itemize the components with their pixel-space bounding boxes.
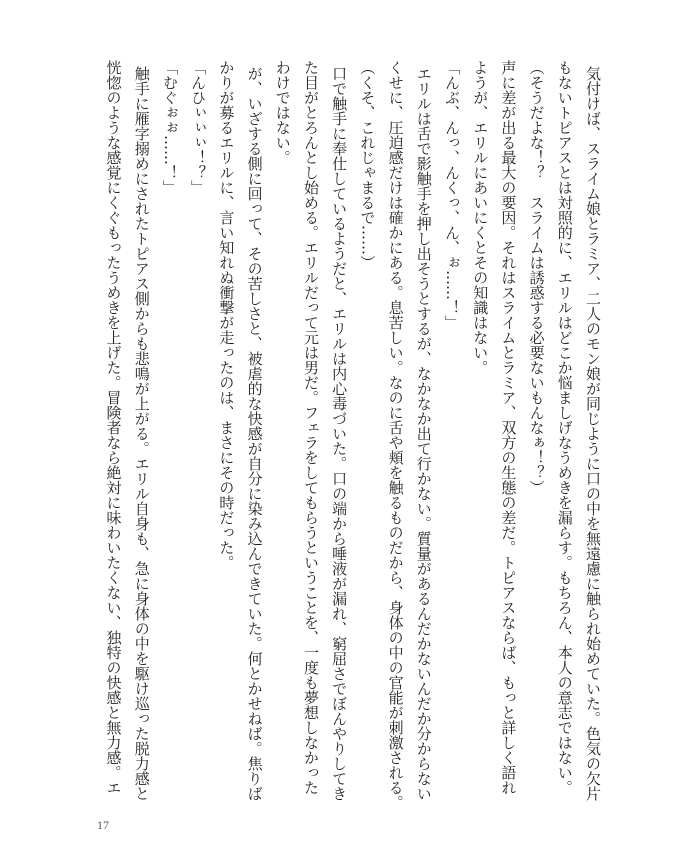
- text-line: （そうだよな！？ スライムは誘惑する必要ないもんなぁ！？）: [527, 60, 546, 495]
- text-line: 「むぐぉぉ……！」: [160, 60, 179, 195]
- body-text: [99, 60, 607, 810]
- text-line: 口で触手に奉仕しているようだと、エリルは内心毒づいた。口の端から唾液が漏れ、窮屈さでぼんやりしてき: [330, 66, 349, 801]
- text-line: かりが募るエリルに、言い知れぬ衝撃が走ったのは、まさにその時だった。: [217, 60, 236, 570]
- text-line: ようが、エリルにあいにくとその知識はない。: [471, 60, 490, 375]
- text-line: 気付けば、スライム娘とラミア、二人のモン娘が同じように口の中を無遠慮に触られ始めていた。色気の欠片: [584, 66, 602, 801]
- text-line: （くそ、これじゃまるで……）: [358, 60, 377, 270]
- text-line: た目がとろんとし始める。エリルだって元は男だ。フェラをしてもらうということを、一度も夢想しなかった: [301, 60, 320, 795]
- text-line: 「んぶ、んっ、んくっ、ん、ぉ……！」: [442, 60, 461, 330]
- text-line: もないトピアスとは対照的に、エリルはどこか悩ましげなうめきを漏らす。もちろん、本人の意志ではない。: [555, 60, 574, 795]
- text-line: エリルは舌で影触手を押し出そうとするが、なかなか出て行かない。質量があるんだかないんだか分からない: [414, 66, 433, 801]
- text-line: わけではない。: [273, 60, 292, 165]
- text-line: くせに、圧迫感だけは確かにある。息苦しい。なのに舌や頬を触るものだから、身体の中の官能が刺激される。: [386, 60, 405, 810]
- text-line: が、いざする側に回って、その苦しさと、被虐的な快感が自分に染み込んできていた。何とかせねば。焦りば: [245, 66, 264, 801]
- page-number: 17: [97, 818, 109, 832]
- text-line: 恍惚のような感覚にくぐもったうめきを上げた。冒険者なら絶対に味わいたくない、独特の快感と無力感。エ: [104, 60, 123, 795]
- text-line: 「んひぃぃぃ！？」: [189, 60, 208, 195]
- text-line: 触手に雁字搦めにされたトピアス側からも悲鳴が上がる。エリル自身も、急に身体の中を駆け巡った脱力感と: [132, 66, 151, 801]
- text-line: 声に差が出る最大の要因。それはスライムとラミア、双方の生態の差だ。トピアスならば、もっと詳しく語れ: [499, 60, 518, 795]
